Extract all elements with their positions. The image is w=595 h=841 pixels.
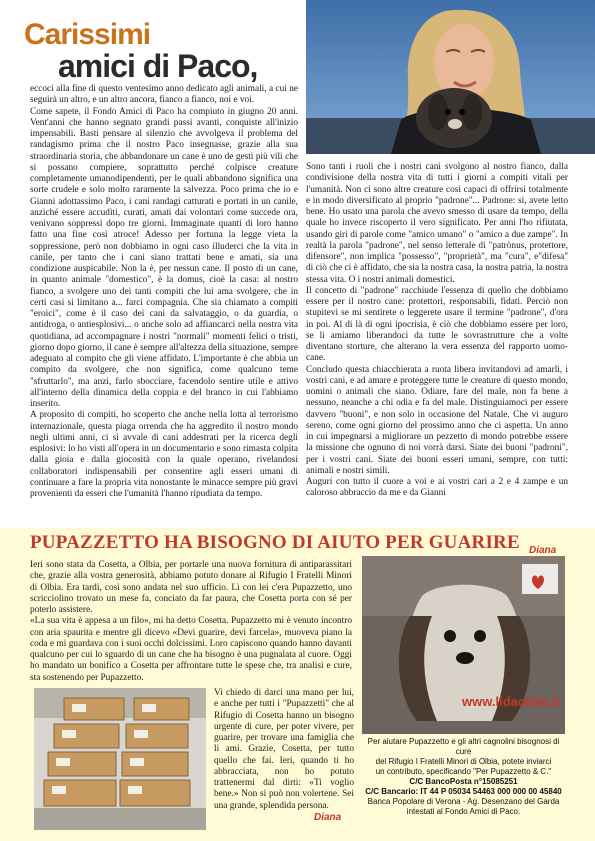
- paragraph: Vi chiedo di darci una mano per lui, e anche per tutti i "Pupazzetti" che al Rifugio di Cosetta hanno un bisogno urgente di cure, per poter vivere, per guarire, per trovare una famiglia che li ami. Grazie, Cosetta, per tutto quello che fai. Ieri, quando ti ho abbracciata, non ho potuto trattenermi dal dirti: «Ti voglio bene.» Non si può non volertene. Sei una grande, splendida persona.: [214, 688, 354, 811]
- paragraph: «La sua vita è appesa a un filo», mi ha detto Cosetta. Pupazzetto mi è venuto incontro con aria spaurita e mentre gli dicevo «Devi guarire, devi farcela», muoveva piano la coda e mi guardava con i suoi occhi dolcissimi. Loro capiscono quando hanno davanti qualcuno per cui lo sguardo di un cane che ha bisogno è una pugnalata al cuore. Oggi ho mandato un bonifico a Cosetta per affrontare tutte le spese che, tra analisi e cure, sta sostenendo per Pupazzetto.: [30, 616, 352, 683]
- caption-line: C/C Bancario: IT 44 P 05034 54463 000 000 00 45840: [365, 787, 562, 796]
- caption-line: intestati al Fondo Amici di Paco.: [406, 807, 521, 816]
- caption-line: Per aiutare Pupazzetto e gli altri cagnolini bisognosi di cure: [367, 737, 560, 756]
- donation-caption: [362, 737, 565, 817]
- caption-line: C/C BancoPosta n°15085251: [409, 777, 518, 786]
- paragraph: Ieri sono stata da Cosetta, a Olbia, per portarle una nuova fornitura di antiparassitari che, grazie alla vostra generosità, abbiamo potuto donare al Rifugio I Fratelli Minori di Olbia. Era tardi, così sono andata nel suo ufficio. Lì con lei c'era Pupazzetto, uno scricciolino trovato un mese fa, conciato da far paura, che Cosetta porta con sé per poterlo assistere.: [30, 560, 352, 615]
- title-line-2: amici di Paco,: [58, 48, 258, 84]
- pupazzetto-dog-photo: [362, 556, 565, 734]
- paragraph: Concludo questa chiacchierata a ruota libera invitandovi ad amarli, i vostri cani, e ad amare e proteggere tutte le creature di questo mondo, uomini o animali che siano. Odiare, fare del male, non fa bene a nessuno, neanche a chi odia e fa del male. Distinguiamoci per essere davvero "buoni", e non solo in occasione del Natale. Che vi auguro sereno, come ogni giorno del prossimo anno che ci aspetta. Un anno in cui impegnarsi a migliorare un pezzetto di mondo potrebbe essere la missione che ognuno di noi vorrà darsi. Siate dei buoni "padroni", per i vostri cani. Siate dei buoni esseri umani, sempre, con tutti: animali e nostri simili.: [306, 364, 568, 476]
- paragraph: Sono tanti i ruoli che i nostri cani svolgono al nostro fianco, dalla condivisione della nostra vita di tutti i giorni a compiti vitali per l'umanità. Non ci sono altre creature così capaci di offrirsi totalmente e in modo diversificato al proprio "padrone"... Padrone: sì, avete letto bene. Ho usato una parola che avevo smesso di usare da tempo, della quale ho invece riscoperto il vero significato. Per anni l'ho rifiutata, usando giri di parole come "amico umano" o "amico a due zampe". In realtà la parola "padrone", nel senso letterale di "patrònus, protettore, difensore", non implica "possesso", "proprietà", ma "cura", e"difesa" di ciò che ci è affidato, che sia la nostra casa, la nostra patria, la nostra stessa vita. O i nostri animali domestici.: [306, 162, 568, 285]
- caption-line: Banca Popolare di Verona - Ag. Desenzano del Garda: [367, 797, 560, 806]
- appeal-column-2: [214, 688, 354, 812]
- shelter-logo: [522, 564, 558, 594]
- woman-with-dog-photo: [306, 0, 595, 154]
- paragraph: A proposito di compiti, ho scoperto che anche nella lotta al terrorismo internazionale, questa piaga orrenda che ha aggredito il nostro mondo negli ultimi anni, ci si avvale di cani addestrati per la ricerca degli esplosivi: lo ho visti all'opera in un documentario e sono rimasta colpita dalla gioia e dalla giocosità con la quale operano, rivelandosi collaboratori indispensabili per consentire agli esseri umani di continuare a fare la propria vita nonostante le minacce sempre più gravi provenienti da esseri che l'umanità l'hanno ripudiata da tempo.: [30, 410, 298, 499]
- article-column-2: [306, 162, 568, 500]
- appeal-column-1: [30, 560, 352, 684]
- title-line-1: Carissimi: [24, 18, 151, 51]
- paragraph: Come sapete, il Fondo Amici di Paco ha compiuto in giugno 20 anni. Vent'anni che hanno segnato grandi passi avanti, conquiste all'inizio impensabili. Basti pensare al silenzio che avvolgeva il problema del randagismo prima che il nostro Paco insegnasse, grazie alla sua straordinaria storia, che abbandonare un cane è uno de gesti più vili che si possano compiere, soprattutto perché colpisce creature completamente umanodipendenti, per le quali abbandono significa una sorte crudele e solo molto raramente la salvezza. Poco prima che io e Gianni adottassimo Paco, i cani randagi catturati e portati in un canile, anziché essere accuditi, curati, amati dai volontari come succede ora, venivano soppressi dopo tre giorni. Immaginate quanti di loro hanno fatto una fine così atroce! Adesso per fortuna la legge vieta la soppressione, però non dobbiamo in ogni caso illuderci che la vita in canile, per tanto che i cani siano trattati bene e amati, sia una condizione auspicabile. Non la è, per nessun cane. Il posto di un cane, in quanto animale "domestico", è la domus, cioè la casa: al nostro fianco, a svolgere uno dei tanti compiti che lui ama svolgere, che in certi casi si limitano a... farci compagnia. Che sia chiamato a compiti "eroici", come è il caso dei cani da salvataggio, o da guardia, o antidroga, o antiesplosivi... o anche solo ad affiancarci nella nostra vita quotidiana, ad accompagnare i nostri "normali" momenti felici o tristi, giorno dopo giorno, il cane è sempre all'altezza della situazione, sempre adeguato al compito che gli viene affidato. L'importante è che abbia un compito da svolgere, che non significa, come qualcuno teme "sfruttarlo", ma anzi, farlo sbocciare, facendolo sentire utile e attivo all'interno della dinamica della coppia e del branco in cui l'abbiamo inserito.: [30, 106, 298, 409]
- appeal-signature: Diana: [314, 812, 342, 823]
- paragraph: Il concetto di "padrone" racchiude l'essenza di quello che dobbiamo essere per il nostro cane: protettori, responsabili, fidati. Perciò non stupitevi se mi sentirete o leggerete usare il termine "padrone", d'ora in poi. Al di là di ogni ipocrisia, è ciò che dobbiamo essere per loro, se li amiamo liberandoci da tutte le sovrastrutture che a volte diventano storture, che alterano la vera essenza del rapporto uomo-cane.: [306, 285, 568, 364]
- paragraph: Auguri con tutto il cuore a voi e ai vostri cari a 2 e 4 zampe e un caloroso abbraccio da me e da Gianni: [306, 477, 568, 499]
- article-signature: Diana: [529, 545, 557, 556]
- donation-boxes-photo: [34, 688, 206, 830]
- article-column-1: [30, 84, 298, 500]
- caption-line: del Rifugio I Fratelli Minori di Olbia, potete inviarci: [375, 757, 552, 766]
- appeal-headline: PUPAZZETTO HA BISOGNO DI AIUTO PER GUARIRE: [30, 532, 520, 553]
- caption-line: un contributo, specificando "Per Pupazzetto & C.": [375, 767, 552, 776]
- paragraph: eccoci alla fine di questo ventesimo anno dedicato agli animali, a cui ne seguirà un altro, e un altro ancora, fianco a fianco, noi e voi.: [30, 84, 298, 106]
- shelter-url-watermark: www.lidaolbia.it: [462, 694, 560, 709]
